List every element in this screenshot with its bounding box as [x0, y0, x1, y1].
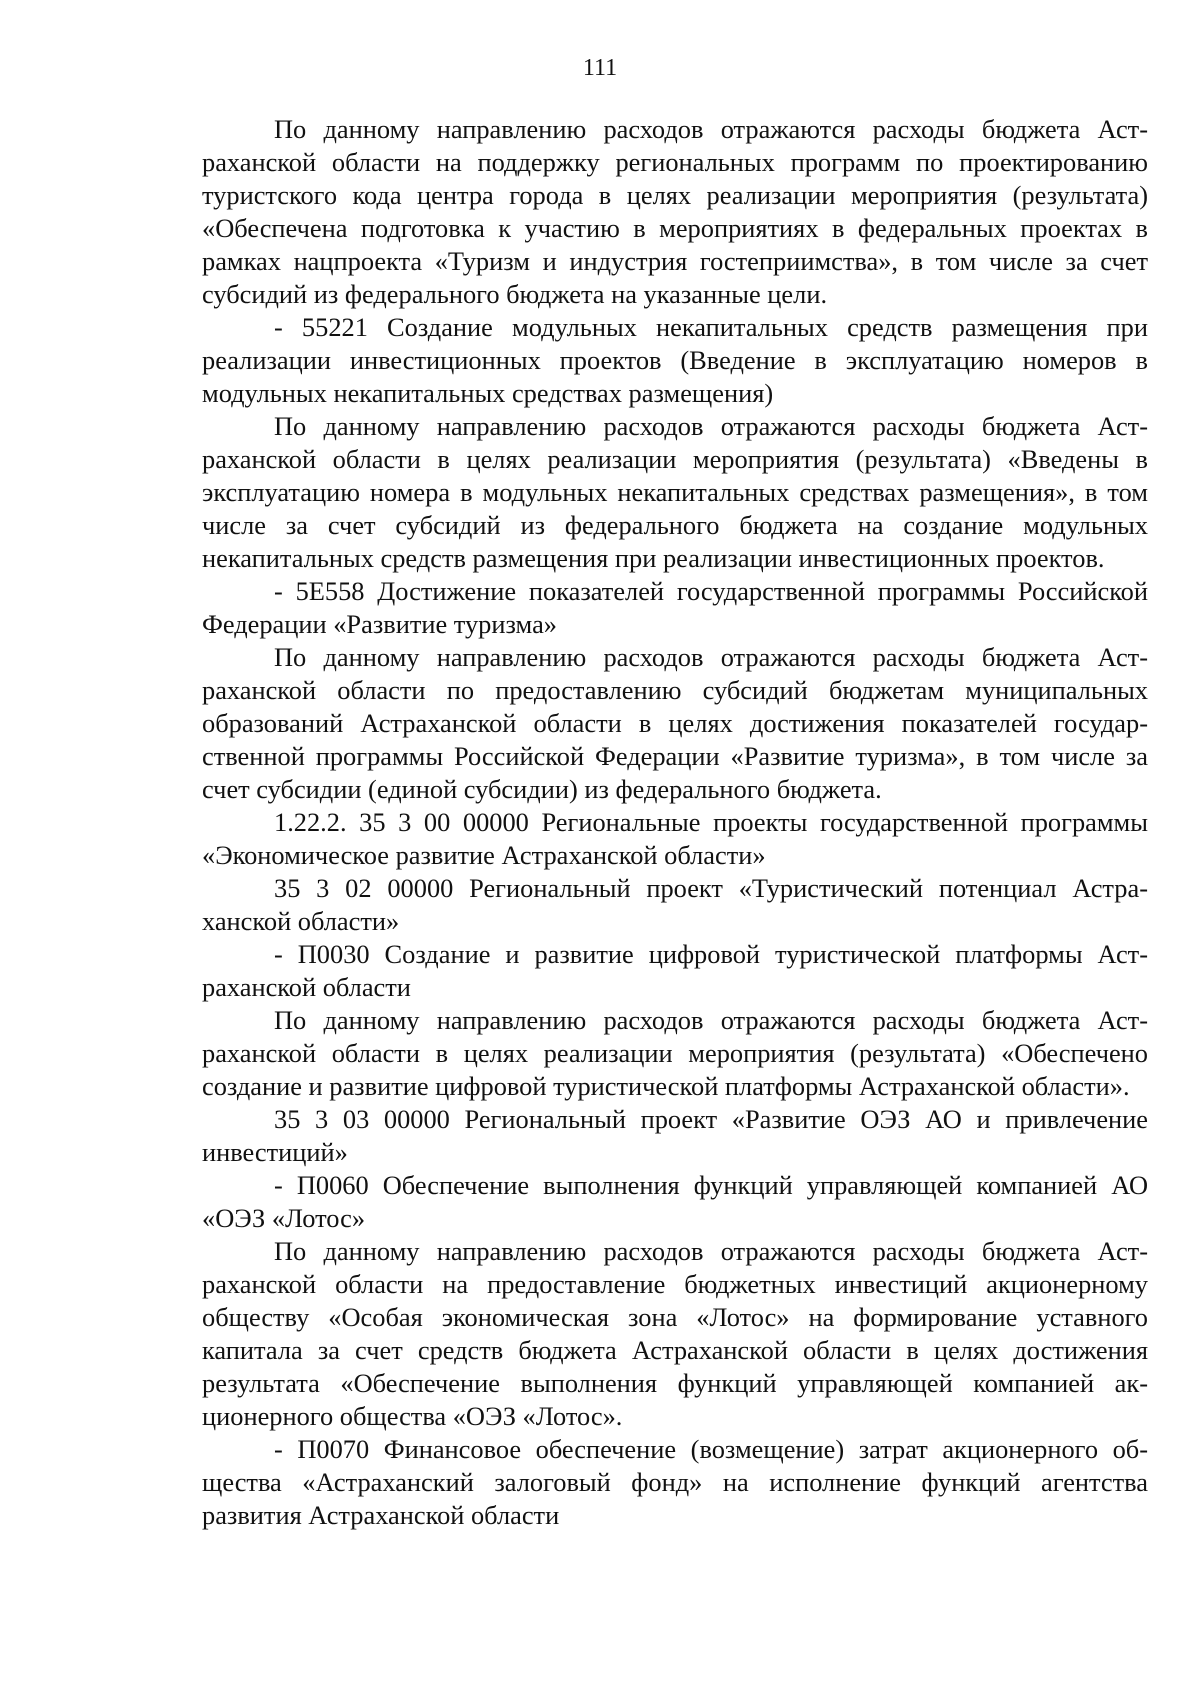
paragraph-item-p0070: - П0070 Финансовое обеспечение (возмещение) затрат акционерного общества «Астраханский залоговый фонд» на исполнение функций агентства развития Астраханской области	[202, 1434, 1148, 1530]
paragraph-item-p0030: - П0030 Создание и развитие цифровой туристической платформы Астраханской области	[202, 939, 1148, 1002]
paragraph-item-p0060: - П0060 Обеспечение выполнения функций управляющей компанией АО «ОЭЗ «Лотос»	[202, 1170, 1148, 1233]
paragraph-item-5e558: - 5Е558 Достижение показателей государственной программы Российской Федерации «Развитие туризма»	[202, 576, 1148, 639]
page-number: 111	[582, 55, 618, 81]
paragraph-item-55221: - 55221 Создание модульных некапитальных средств размещения при реализации инвестиционных проектов (Введение в эксплуатацию номеров в модульных некапитальных средствах размещения)	[202, 312, 1148, 408]
paragraph-budget-oez-lotos: По данному направлению расходов отражаются расходы бюджета Астраханской области на предоставление бюджетных инвестиций акционерному обществу «Особая экономическая зона «Лотос» на формирование уставного капитала за счет средств бюджета Астраханской области в целях достижения результата «Обеспечение выполнения функций управляющей компанией акционерного общества «ОЭЗ «Лотос».	[202, 1236, 1148, 1431]
paragraph-budget-digital-platform: По данному направлению расходов отражаются расходы бюджета Астраханской области в целях реализации мероприятия (результата) «Обеспечено создание и развитие цифровой туристической платформы Астраханской области».	[202, 1005, 1148, 1101]
document-body	[202, 113, 1148, 1532]
paragraph-project-353030: 35 3 03 00000 Региональный проект «Развитие ОЭЗ АО и привлечение инвестиций»	[202, 1104, 1148, 1167]
paragraph-section-1-22-2: 1.22.2. 35 3 00 00000 Региональные проекты государственной программы «Экономическое развитие Астраханской области»	[202, 807, 1148, 870]
paragraph-budget-regional-programs: По данному направлению расходов отражаются расходы бюджета Астраханской области на поддержку региональных программ по проектированию туристского кода центра города в целях реализации мероприятия (результата) «Обеспечена подготовка к участию в мероприятиях в федеральных проектах в рамках нацпроекта «Туризм и индустрия гостеприимства», в том числе за счет субсидий из федерального бюджета на указанные цели.	[202, 114, 1148, 309]
paragraph-budget-municipal-subsidies: По данному направлению расходов отражаются расходы бюджета Астраханской области по предоставлению субсидий бюджетам муниципальных образований Астраханской области в целях достижения показателей государственной программы Российской Федерации «Развитие туризма», в том числе за счет субсидии (единой субсидии) из федерального бюджета.	[202, 642, 1148, 804]
paragraph-project-353020: 35 3 02 00000 Региональный проект «Туристический потенциал Астраханской области»	[202, 873, 1148, 936]
paragraph-budget-modular-facilities: По данному направлению расходов отражаются расходы бюджета Астраханской области в целях реализации мероприятия (результата) «Введены в эксплуатацию номера в модульных некапитальных средствах размещения», в том числе за счет субсидий из федерального бюджета на создание модульных некапитальных средств размещения при реализации инвестиционных проектов.	[202, 411, 1148, 573]
